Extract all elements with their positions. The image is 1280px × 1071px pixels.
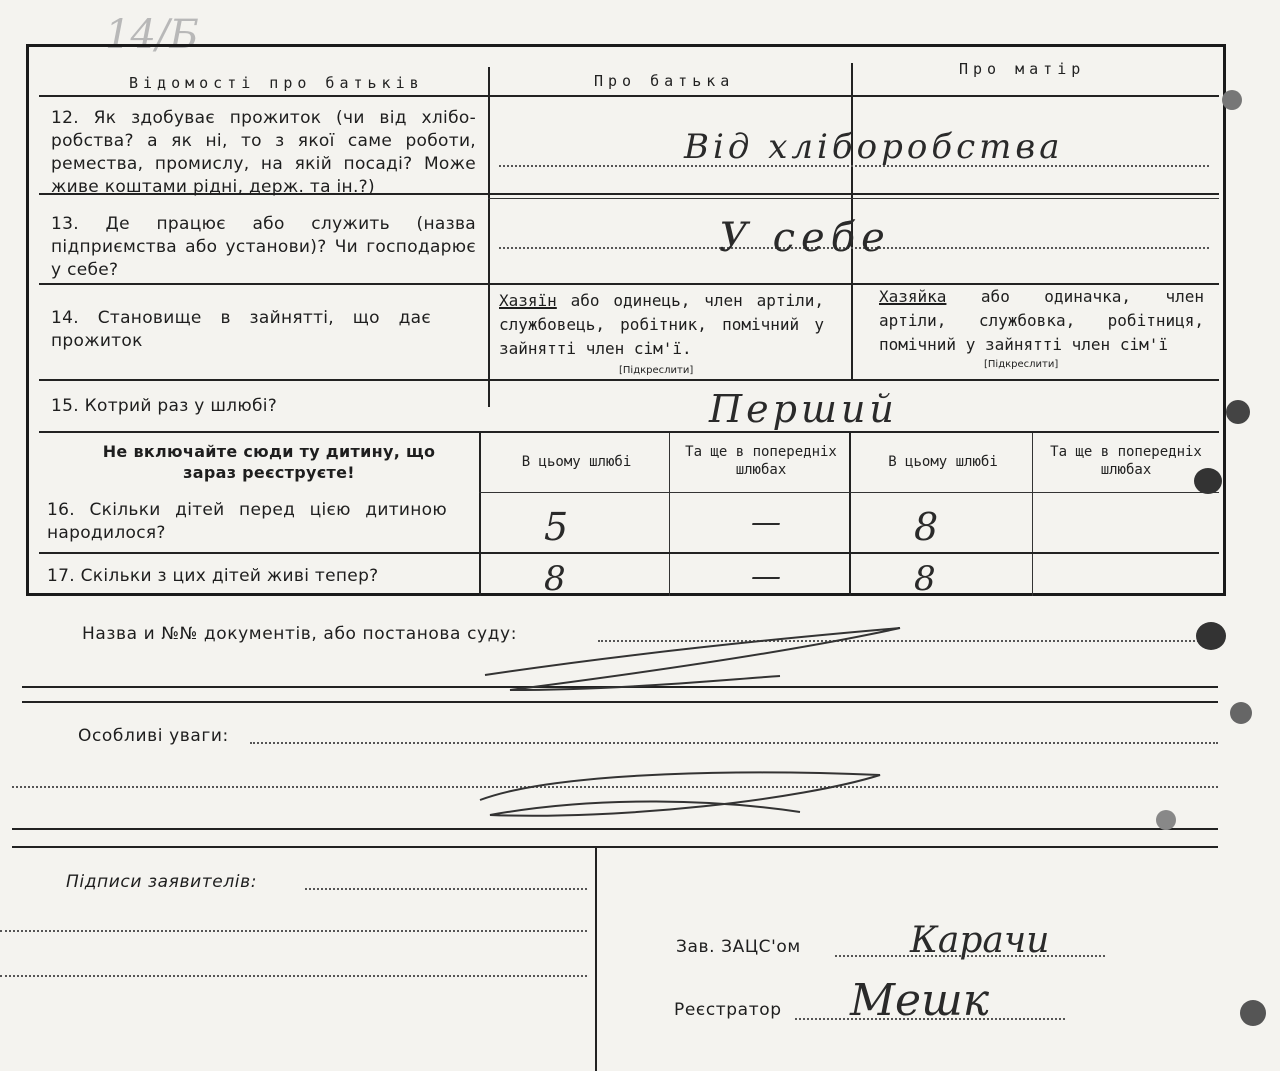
ink-blot bbox=[1230, 702, 1252, 724]
q17-mother-this: 8 bbox=[914, 559, 936, 599]
question-12: 12. Як здобуває прожиток (чи від хлібо-робства? а як ні, то з якої саме роботи, ремества, промислу, на якій посаді? Може живе коштами рідні, держ. та ін.?) bbox=[51, 108, 476, 197]
signature-divider bbox=[595, 848, 597, 1071]
registrar-label: Реєстратор bbox=[674, 1000, 782, 1020]
signatures-line-1 bbox=[305, 888, 587, 890]
head-signature: Карачи bbox=[910, 920, 1050, 961]
question-17: 17. Скільки з цих дітей живі тепер? bbox=[47, 566, 379, 586]
q14-mother-selected: Хазяйка bbox=[879, 287, 947, 306]
header-father: Про батька bbox=[594, 72, 735, 90]
ink-blot bbox=[1194, 468, 1222, 494]
q12-answer: Від хліборобства bbox=[684, 127, 1064, 167]
question-15: 15. Котрий раз у шлюбі? bbox=[51, 396, 278, 416]
top-scribble: 14/Б bbox=[105, 12, 199, 58]
signatures-line-2 bbox=[0, 930, 587, 932]
documents-strike bbox=[485, 628, 900, 690]
remarks-strike bbox=[480, 773, 880, 816]
header-info: Відомості про батьків bbox=[129, 74, 424, 92]
father-this-marriage-header: В цьому шлюбі bbox=[521, 454, 632, 470]
question-14: 14. Становище в зайнятті, що дає прожиток bbox=[51, 308, 431, 351]
q14-father-note: [Підкреслити] bbox=[619, 365, 694, 376]
head-label: Зав. ЗАЦС'ом bbox=[676, 937, 801, 957]
q16-father-this: 5 bbox=[544, 505, 569, 549]
notice-text: Не включайте сюди ту дитину, що зараз реєструєте! bbox=[102, 442, 436, 482]
q16-father-prev: — bbox=[751, 505, 781, 540]
header-mother: Про матір bbox=[959, 60, 1086, 78]
q14-father-rest: або одинець, член артіли, службовець, робітник, помічний у зайнятті член сім'ї. bbox=[499, 291, 824, 358]
question-13: 13. Де працює або служить (назва підприємства або установи)? Чи господарює у себе? bbox=[51, 214, 476, 280]
q14-mother-rest: або одиначка, член артіли, службовка, робітниця, помічний у зайнятті член сім'ї bbox=[879, 287, 1204, 354]
signatures-line-3 bbox=[0, 975, 587, 977]
q14-father-selected: Хазяїн bbox=[499, 291, 557, 310]
ink-blot bbox=[1222, 90, 1242, 110]
q13-answer: У себе bbox=[719, 215, 891, 261]
q15-answer: Перший bbox=[709, 387, 898, 431]
q14-mother-note: [Підкреслити] bbox=[984, 359, 1059, 370]
registrar-signature: Мешк bbox=[850, 975, 990, 1026]
signatures-label: Підписи заявителів: bbox=[66, 872, 258, 892]
documents-label: Назва и №№ документів, або постанова суду: bbox=[82, 624, 518, 644]
father-previous-header: Та ще в попередніх шлюбах bbox=[685, 444, 837, 478]
ink-blot bbox=[1196, 622, 1226, 650]
ink-blot bbox=[1156, 810, 1176, 830]
ink-blot bbox=[1226, 400, 1250, 424]
q16-mother-this: 8 bbox=[914, 505, 939, 549]
mother-this-marriage-header: В цьому шлюбі bbox=[888, 454, 998, 470]
q17-father-prev: — bbox=[751, 559, 781, 594]
remarks-label: Особливі уваги: bbox=[78, 726, 229, 746]
mother-previous-header: Та ще в попередніх шлюбах bbox=[1050, 444, 1202, 478]
ink-blot bbox=[1240, 1000, 1266, 1026]
q17-father-this: 8 bbox=[544, 559, 566, 599]
question-16: 16. Скільки дітей перед цією дитиною народилося? bbox=[47, 500, 447, 543]
